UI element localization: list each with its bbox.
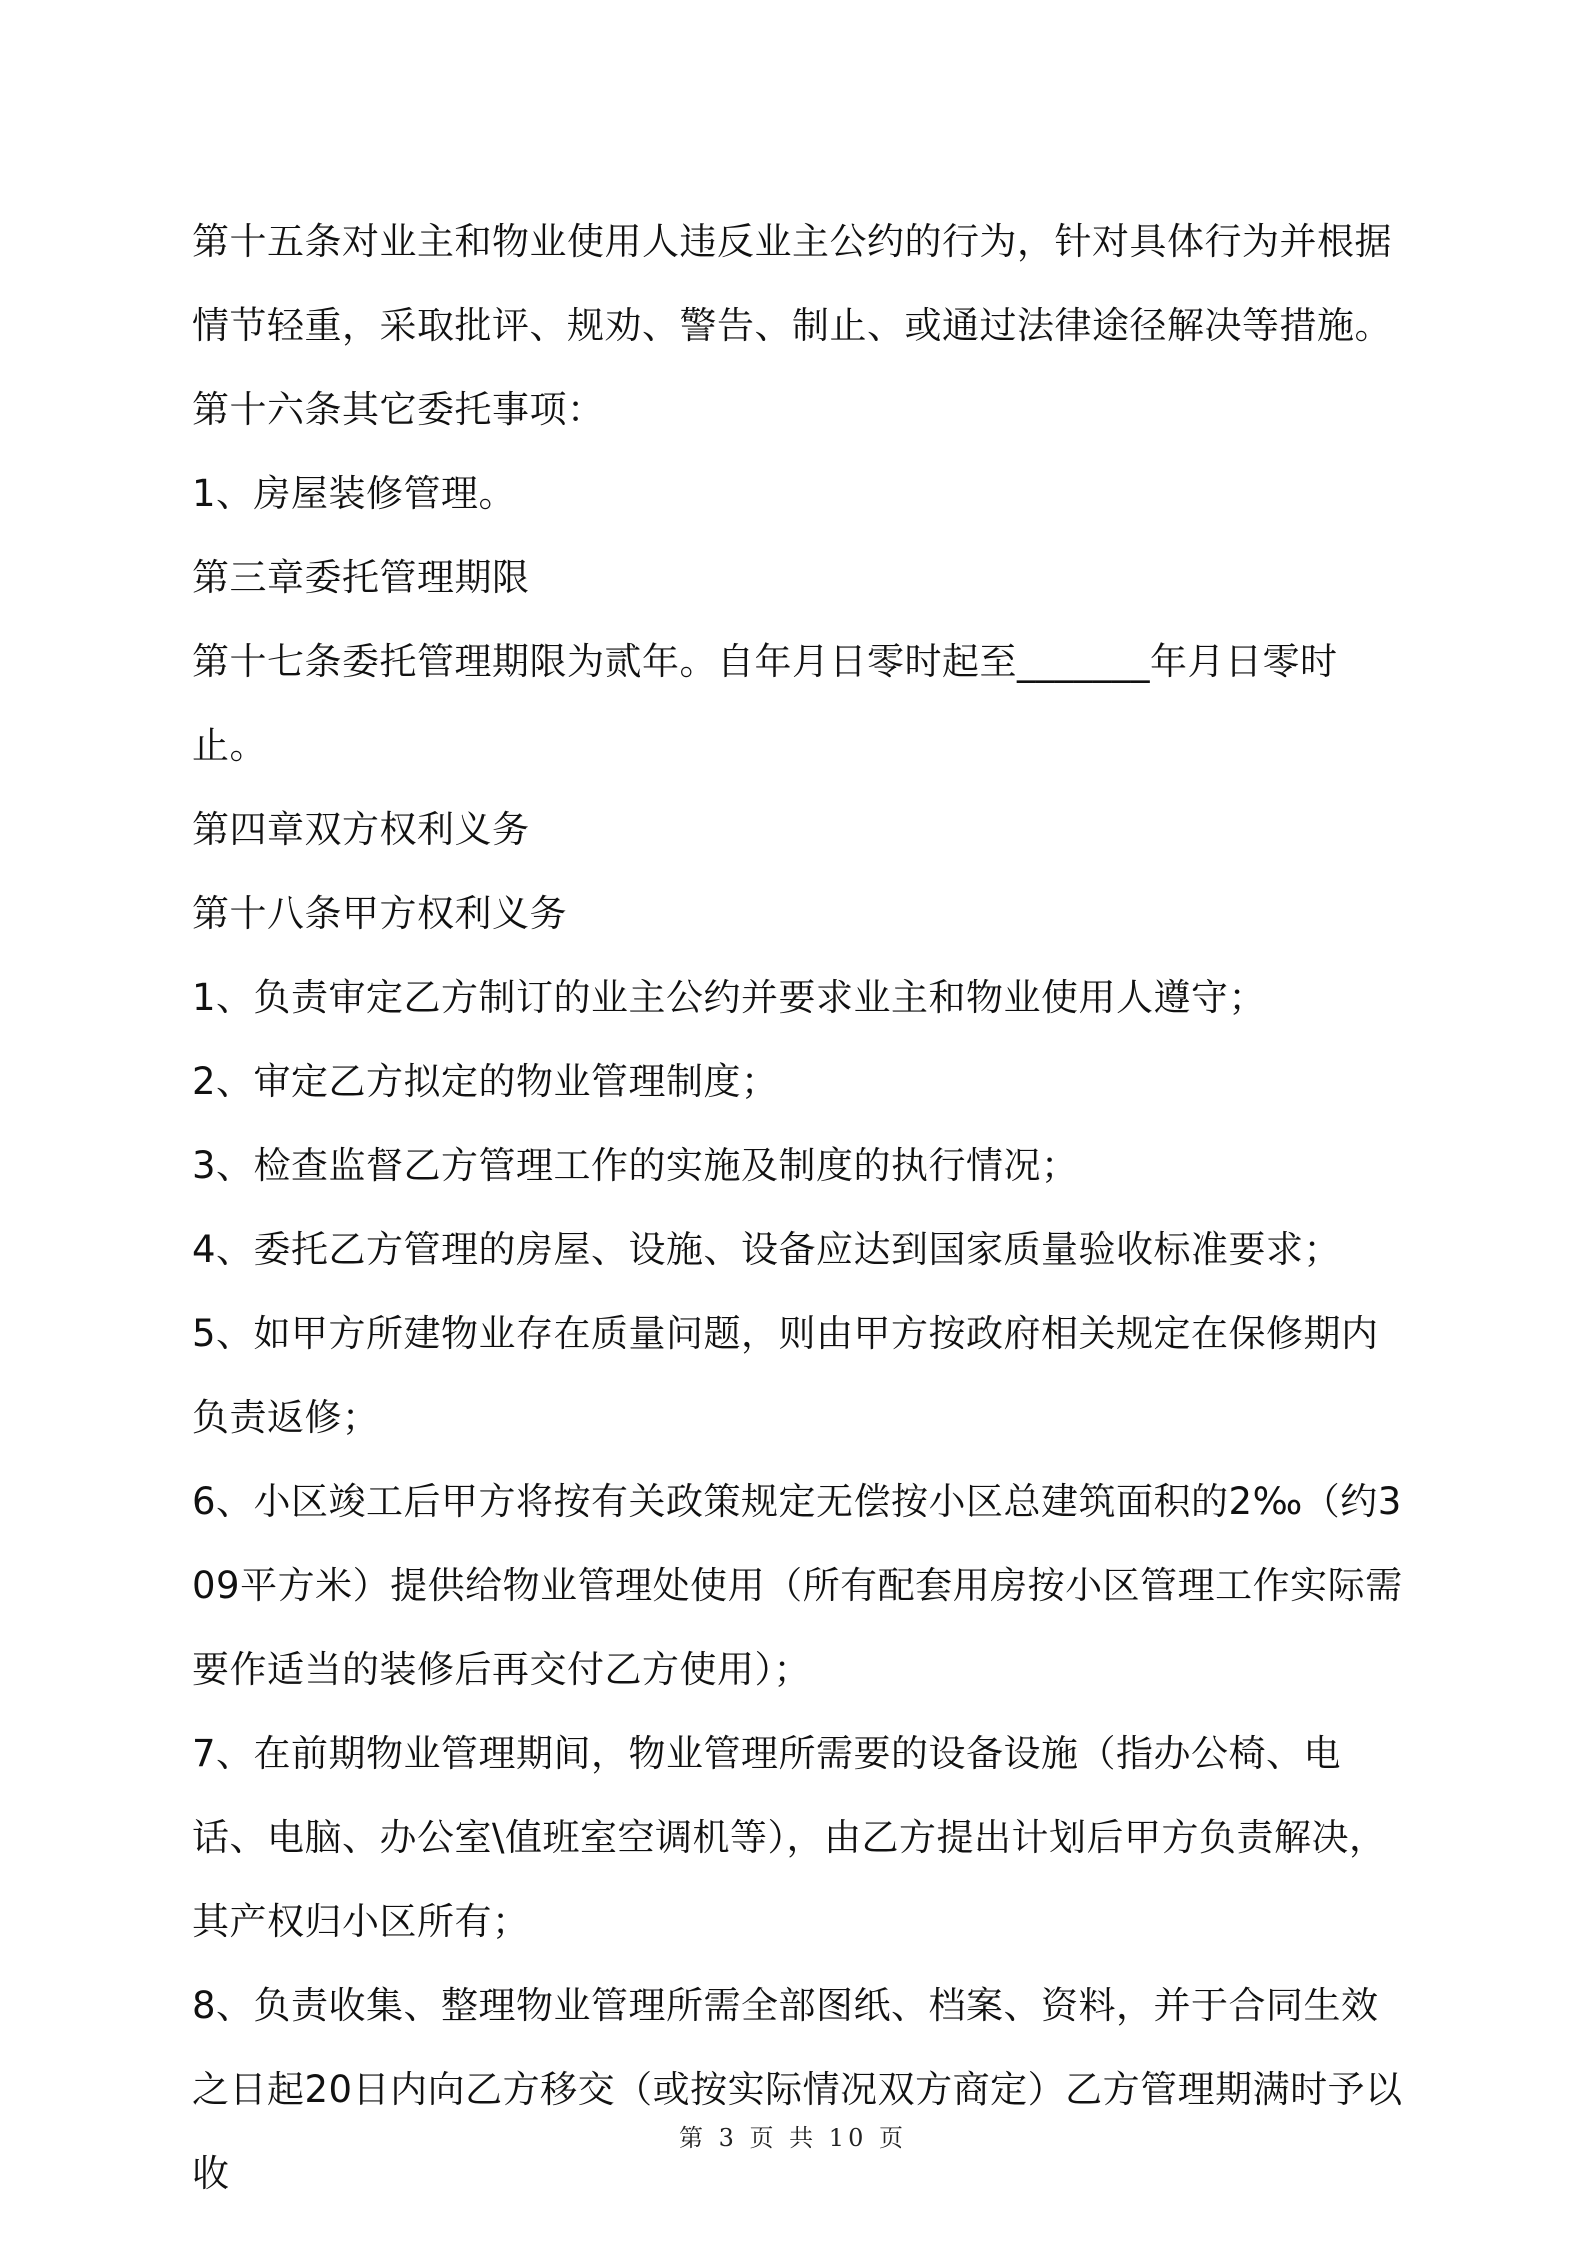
paragraph-item: 6、小区竣工后甲方将按有关政策规定无偿按小区总建筑面积的2‰（约309平方米）提供给物业管理处使用（所有配套用房按小区管理工作实际需要作适当的装修后再交付乙方使用）； [192,1480,1403,1691]
paragraph-item: 5、如甲方所建物业存在质量问题，则由甲方按政府相关规定在保修期内负责返修； [192,1312,1379,1439]
paragraph-item: 4、委托乙方管理的房屋、设施、设备应达到国家质量验收标准要求； [192,1228,1342,1271]
paragraph-item: 2、审定乙方拟定的物业管理制度； [192,1060,779,1103]
document-body [192,200,1412,2216]
paragraph-article-17: 第十七条委托管理期限为贰年。自年月日零时起至_______年月日零时止。 [192,640,1338,767]
chapter-heading: 第四章双方权利义务 [192,808,530,851]
paragraph-item: 1、负责审定乙方制订的业主公约并要求业主和物业使用人遵守； [192,976,1267,1019]
paragraph-item: 3、检查监督乙方管理工作的实施及制度的执行情况； [192,1144,1079,1187]
paragraph-article-18: 第十八条甲方权利义务 [192,892,567,935]
paragraph-item: 8、负责收集、整理物业管理所需全部图纸、档案、资料，并于合同生效之日起20日内向乙方移交（或按实际情况双方商定）乙方管理期满时予以收 [192,1984,1403,2195]
paragraph-item: 7、在前期物业管理期间，物业管理所需要的设备设施（指办公椅、电话、电脑、办公室\值班室空调机等），由乙方提出计划后甲方负责解决，其产权归小区所有； [192,1732,1387,1943]
paragraph-article-16: 第十六条其它委托事项： [192,388,605,431]
paragraph-article-15: 第十五条对业主和物业使用人违反业主公约的行为，针对具体行为并根据情节轻重，采取批评、规劝、警告、制止、或通过法律途径解决等措施。 [192,220,1392,347]
chapter-heading: 第三章委托管理期限 [192,556,530,599]
page-number-footer: 第 3 页 共 10 页 [679,2124,907,2152]
paragraph-item: 1、房屋装修管理。 [192,472,517,515]
